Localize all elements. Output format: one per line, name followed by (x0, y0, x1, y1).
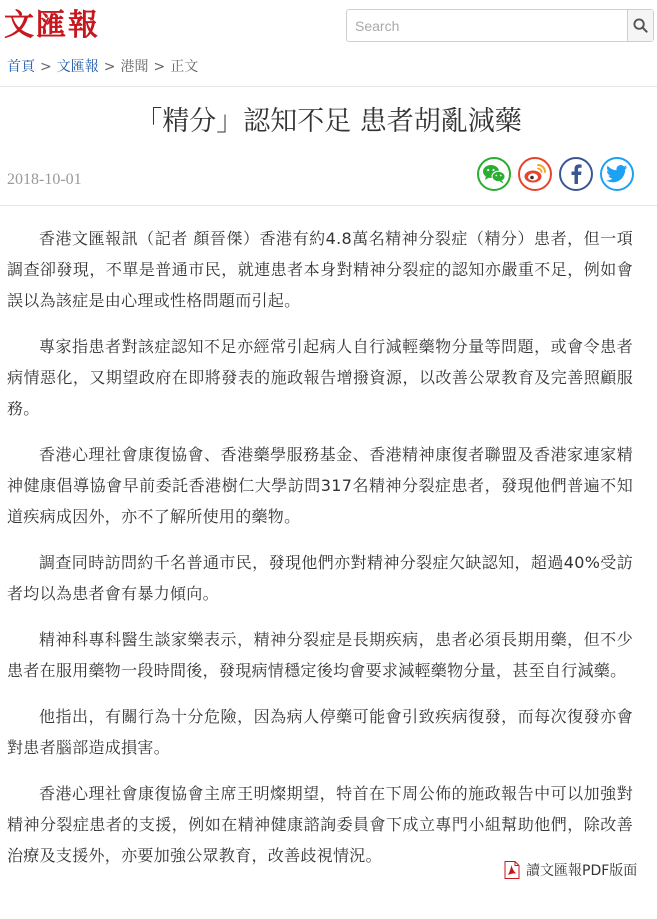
breadcrumb-separator: > (103, 59, 116, 75)
article-paragraph: 精神科專科醫生談家樂表示，精神分裂症是長期疾病，患者必須長期用藥，但不少患者在服用藥物一段時間後，發現病情穩定後均會要求減輕藥物分量，甚至自行減藥。 (7, 630, 633, 680)
breadcrumb-hk-news[interactable]: 港聞 (120, 59, 149, 75)
article-title: 「精分」認知不足 患者胡亂減藥 (135, 106, 522, 137)
breadcrumb-wenweipo[interactable]: 文匯報 (56, 59, 99, 75)
share-weibo-button[interactable] (518, 157, 552, 191)
pdf-edition-link[interactable] (504, 860, 637, 880)
breadcrumb-current: 正文 (170, 59, 199, 75)
search-box (346, 9, 654, 42)
breadcrumb-separator: > (153, 59, 166, 75)
article-paragraph: 香港心理社會康復協會主席王明燦期望，特首在下周公佈的施政報告中可以加強對精神分裂症患者的支援，例如在精神健康諮詢委員會下成立專門小組幫助他們，除改善治療及支援外，亦要加強公眾教育，改善歧視情況。 (7, 784, 633, 865)
facebook-icon (569, 164, 583, 184)
search-icon (633, 18, 648, 33)
share-wechat-button[interactable] (477, 157, 511, 191)
search-input[interactable] (347, 10, 629, 41)
article-paragraph: 他指出，有關行為十分危險，因為病人停藥可能會引致疾病復發，而每次復發亦會對患者腦部造成損害。 (7, 707, 633, 757)
article-body (7, 223, 633, 886)
weibo-icon (523, 163, 547, 185)
pdf-icon (504, 861, 520, 879)
pdf-link-label: 讀文匯報PDF版面 (526, 863, 638, 879)
article-paragraph: 香港文匯報訊（記者 顏晉傑）香港有約4.8萬名精神分裂症（精分）患者，但一項調查卻發現，不單是普通市民，就連患者本身對精神分裂症的認知亦嚴重不足，例如會誤以為該症是由心理或性格問題而引起。 (7, 229, 633, 310)
search-button[interactable] (627, 10, 653, 41)
share-facebook-button[interactable] (559, 157, 593, 191)
breadcrumb-home[interactable]: 首頁 (7, 59, 35, 75)
article-paragraph: 專家指患者對該症認知不足亦經常引起病人自行減輕藥物分量等問題，或會令患者病情惡化，又期望政府在即將發表的施政報告增撥資源，以改善公眾教育及完善照顧服務。 (7, 337, 633, 418)
share-twitter-button[interactable] (600, 157, 634, 191)
divider (0, 86, 657, 87)
article-paragraph: 調查同時訪問約千名普通市民，發現他們亦對精神分裂症欠缺認知，超過40%受訪者均以為患者會有暴力傾向。 (7, 553, 633, 603)
site-logo[interactable]: 文匯報 (4, 8, 100, 43)
breadcrumb-separator: > (40, 59, 52, 75)
site-header (0, 0, 657, 52)
breadcrumb (7, 57, 198, 77)
article-paragraph: 香港心理社會康復協會、香港藥學服務基金、香港精神康復者聯盟及香港家連家精神健康倡導協會早前委託香港樹仁大學訪問317名精神分裂症患者，發現他們普遍不知道疾病成因外，亦不了解所使用的藥物。 (7, 445, 633, 526)
twitter-icon (606, 165, 628, 183)
divider (0, 205, 657, 206)
article-date: 2018-10-01 (7, 171, 82, 188)
wechat-icon (482, 163, 506, 185)
